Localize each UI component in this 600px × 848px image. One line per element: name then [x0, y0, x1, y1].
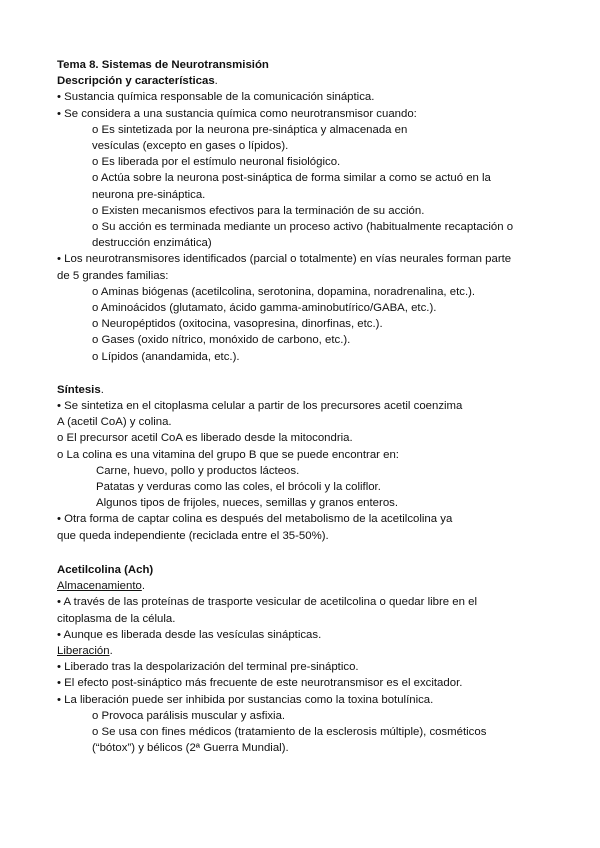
bullet-item-continuation: A (acetil CoA) y colina.: [57, 416, 172, 429]
family-item: o Neuropéptidos (oxitocina, vasopresina, dinorfinas, etc.).: [92, 318, 383, 331]
bullet-item-continuation: de 5 grandes familias:: [57, 269, 169, 282]
sub-item-continuation: (“bótox”) y bélicos (2ª Guerra Mundial).: [92, 742, 289, 755]
sub-item: o El precursor acetil CoA es liberado desde la mitocondria.: [57, 432, 353, 445]
bullet-item: • Se sintetiza en el citoplasma celular a partir de los precursores acetil coenzima: [57, 400, 463, 413]
bullet-item: • El efecto post-sináptico más frecuente de este neurotransmisor es el excitador.: [57, 677, 463, 690]
family-item: o Aminas biógenas (acetilcolina, serotonina, dopamina, noradrenalina, etc.).: [92, 285, 476, 298]
section-spacer: [57, 365, 547, 382]
bullet-item: • Aunque es liberada desde las vesículas sinápticas.: [57, 628, 322, 641]
bullet-item: • Otra forma de captar colina es después del metabolismo de la acetilcolina ya: [57, 513, 453, 526]
food-item: Algunos tipos de frijoles, nueces, semillas y granos enteros.: [96, 497, 399, 510]
bullet-item: • Se considera a una sustancia química como neurotransmisor cuando:: [57, 107, 417, 120]
sub-item-continuation: destrucción enzimática): [92, 237, 212, 250]
bullet-item: • La liberación puede ser inhibida por sustancias como la toxina botulínica.: [57, 693, 434, 706]
sub-item-continuation: vesículas (excepto en gases o lípidos).: [92, 140, 289, 153]
sub-item: o Se usa con fines médicos (tratamiento de la esclerosis múltiple), cosméticos: [92, 725, 487, 738]
sub-item: o Provoca parálisis muscular y asfixia.: [92, 709, 286, 722]
bullet-item: • Los neurotransmisores identificados (parcial o totalmente) en vías neurales forman parte: [57, 253, 512, 266]
bullet-item: • Liberado tras la despolarización del terminal pre-sináptico.: [57, 661, 359, 674]
subheading-liberacion: Liberación.: [57, 644, 113, 657]
sub-item: o La colina es una vitamina del grupo B que se puede encontrar en:: [57, 448, 399, 461]
subheading-almacenamiento: Almacenamiento.: [57, 580, 146, 593]
sub-item: o Es sintetizada por la neurona pre-sináptica y almacenada en: [92, 123, 408, 136]
sub-item: o Su acción es terminada mediante un proceso activo (habitualmente recaptación o: [92, 221, 514, 234]
family-item: o Aminoácidos (glutamato, ácido gamma-aminobutírico/GABA, etc.).: [92, 302, 437, 315]
section-heading-descripcion: Descripción y características.: [57, 75, 218, 88]
food-item: Patatas y verduras como las coles, el brócoli y la coliflor.: [96, 481, 381, 494]
section-spacer: [57, 544, 547, 562]
bullet-item-continuation: citoplasma de la célula.: [57, 612, 176, 625]
bullet-item: • Sustancia química responsable de la comunicación sináptica.: [57, 91, 375, 104]
family-item: o Gases (oxido nítrico, monóxido de carbono, etc.).: [92, 334, 351, 347]
section-heading-acetilcolina: Acetilcolina (Ach): [57, 563, 154, 576]
bullet-item: • A través de las proteínas de trasporte vesicular de acetilcolina o quedar libre en el: [57, 596, 477, 609]
document-title: Tema 8. Sistemas de Neurotransmisión: [57, 59, 269, 71]
food-item: Carne, huevo, pollo y productos lácteos.: [96, 464, 300, 477]
section-heading-sintesis: Síntesis.: [57, 383, 104, 396]
sub-item: o Actúa sobre la neurona post-sináptica de forma similar a como se actuó en la: [92, 172, 491, 185]
sub-item-continuation: neurona pre-sináptica.: [92, 188, 206, 201]
bullet-item-continuation: que queda independiente (reciclada entre el 35-50%).: [57, 529, 329, 542]
sub-item: o Existen mecanismos efectivos para la terminación de su acción.: [92, 204, 425, 217]
sub-item: o Es liberada por el estímulo neuronal fisiológico.: [92, 156, 341, 169]
document-body: [57, 57, 547, 756]
family-item: o Lípidos (anandamida, etc.).: [92, 350, 240, 363]
